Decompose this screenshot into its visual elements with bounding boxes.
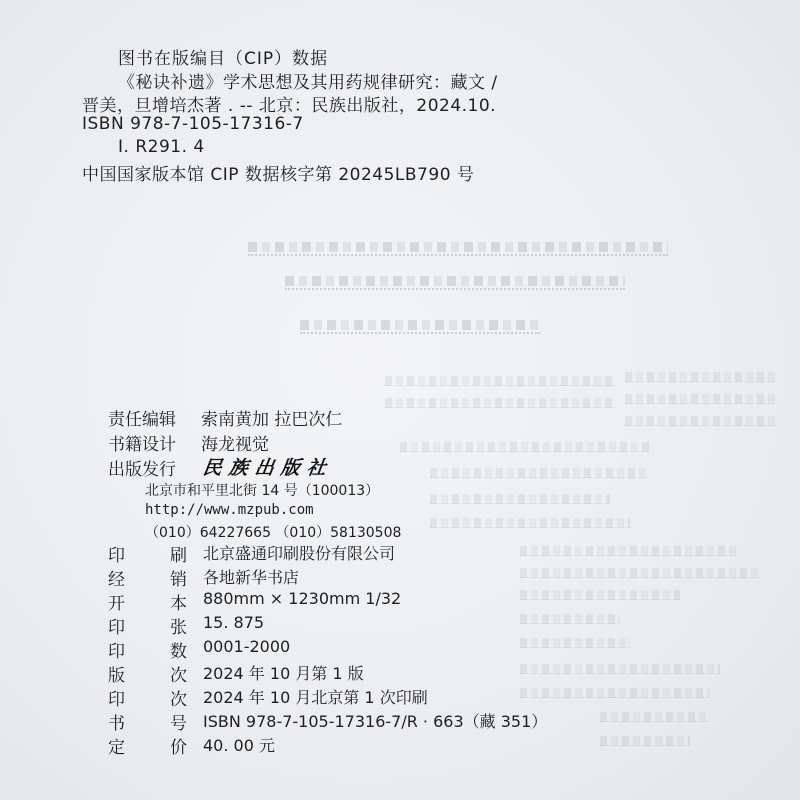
cip-title: 图书在版编目（CIP）数据 xyxy=(118,49,329,69)
ghost-line xyxy=(625,392,775,404)
design-value: 海龙视觉 xyxy=(201,435,269,455)
spec-label-char: 版 xyxy=(108,666,125,686)
spec-value-edition: 2024 年 10 月第 1 版 xyxy=(203,664,364,683)
spec-label-char: 经 xyxy=(108,570,125,590)
spec-label-char: 张 xyxy=(170,618,187,638)
ghost-line xyxy=(430,492,610,504)
design-label: 书籍设计 xyxy=(108,435,176,455)
ghost-line xyxy=(520,566,760,578)
spec-value-printer: 北京盛通印刷股份有限公司 xyxy=(203,544,396,563)
cip-record-number: 中国国家版本馆 CIP 数据核字第 20245LB790 号 xyxy=(82,165,475,185)
ghost-line xyxy=(625,414,775,426)
editor-value: 索南黄加 拉巴次仁 xyxy=(201,410,343,430)
publisher-label: 出版发行 xyxy=(108,460,176,480)
spec-label-char: 印 xyxy=(108,690,125,710)
spec-value-sheets: 15. 875 xyxy=(203,613,265,632)
cip-line-1: 《秘诀补遗》学术思想及其用药规律研究：藏文 / xyxy=(118,73,498,93)
ghost-line xyxy=(400,440,650,452)
ghost-line xyxy=(600,710,710,722)
spec-label-char: 印 xyxy=(108,546,125,566)
spec-label-char: 数 xyxy=(170,642,187,662)
publisher-website: http://www.mzpub.com xyxy=(145,502,314,518)
spec-label-char: 定 xyxy=(108,738,125,758)
cip-isbn: ISBN 978-7-105-17316-7 xyxy=(82,114,304,134)
spec-label-char: 次 xyxy=(170,690,187,710)
ghost-line xyxy=(520,686,710,698)
ghost-line xyxy=(300,318,540,334)
cip-classification: Ⅰ. R291. 4 xyxy=(118,137,205,157)
spec-label-char: 销 xyxy=(170,570,187,590)
spec-value-isbn: ISBN 978-7-105-17316-7/R · 663（藏 351） xyxy=(203,712,548,731)
spec-value-price: 40. 00 元 xyxy=(203,736,275,755)
spec-value-printing: 2024 年 10 月北京第 1 次印刷 xyxy=(203,688,428,707)
spec-label-char: 价 xyxy=(170,738,187,758)
ghost-line xyxy=(385,396,615,408)
publisher-phone: （010）64227665 （010）58130508 xyxy=(145,525,402,541)
ghost-line xyxy=(430,466,650,478)
spec-value-distributor: 各地新华书店 xyxy=(203,568,300,587)
ghost-line xyxy=(520,662,720,674)
ghost-line xyxy=(520,588,680,600)
ghost-line xyxy=(285,274,625,290)
cip-line-2: 晋美，旦增培杰著 . -- 北京：民族出版社，2024.10. xyxy=(82,96,497,116)
spec-label-char: 印 xyxy=(108,618,125,638)
ghost-line xyxy=(385,374,615,386)
spec-value-format: 880mm × 1230mm 1/32 xyxy=(203,589,402,608)
spec-value-print-run: 0001-2000 xyxy=(203,637,291,656)
spec-label-char: 书 xyxy=(108,714,125,734)
ghost-line xyxy=(625,370,775,382)
ghost-line xyxy=(430,516,630,528)
spec-label-char: 刷 xyxy=(170,546,187,566)
spec-label-char: 号 xyxy=(170,714,187,734)
publisher-logo: 民族出版社 xyxy=(201,457,335,479)
spec-label-char: 开 xyxy=(108,594,125,614)
ghost-line xyxy=(248,240,668,256)
publisher-address: 北京市和平里北街 14 号（100013） xyxy=(145,483,380,499)
spec-label-char: 本 xyxy=(170,594,187,614)
ghost-line xyxy=(520,612,620,624)
ghost-line xyxy=(520,544,740,556)
ghost-line xyxy=(520,636,630,648)
ghost-line xyxy=(600,734,690,746)
editor-label: 责任编辑 xyxy=(108,410,176,430)
spec-label-char: 次 xyxy=(170,666,187,686)
spec-label-char: 印 xyxy=(108,642,125,662)
